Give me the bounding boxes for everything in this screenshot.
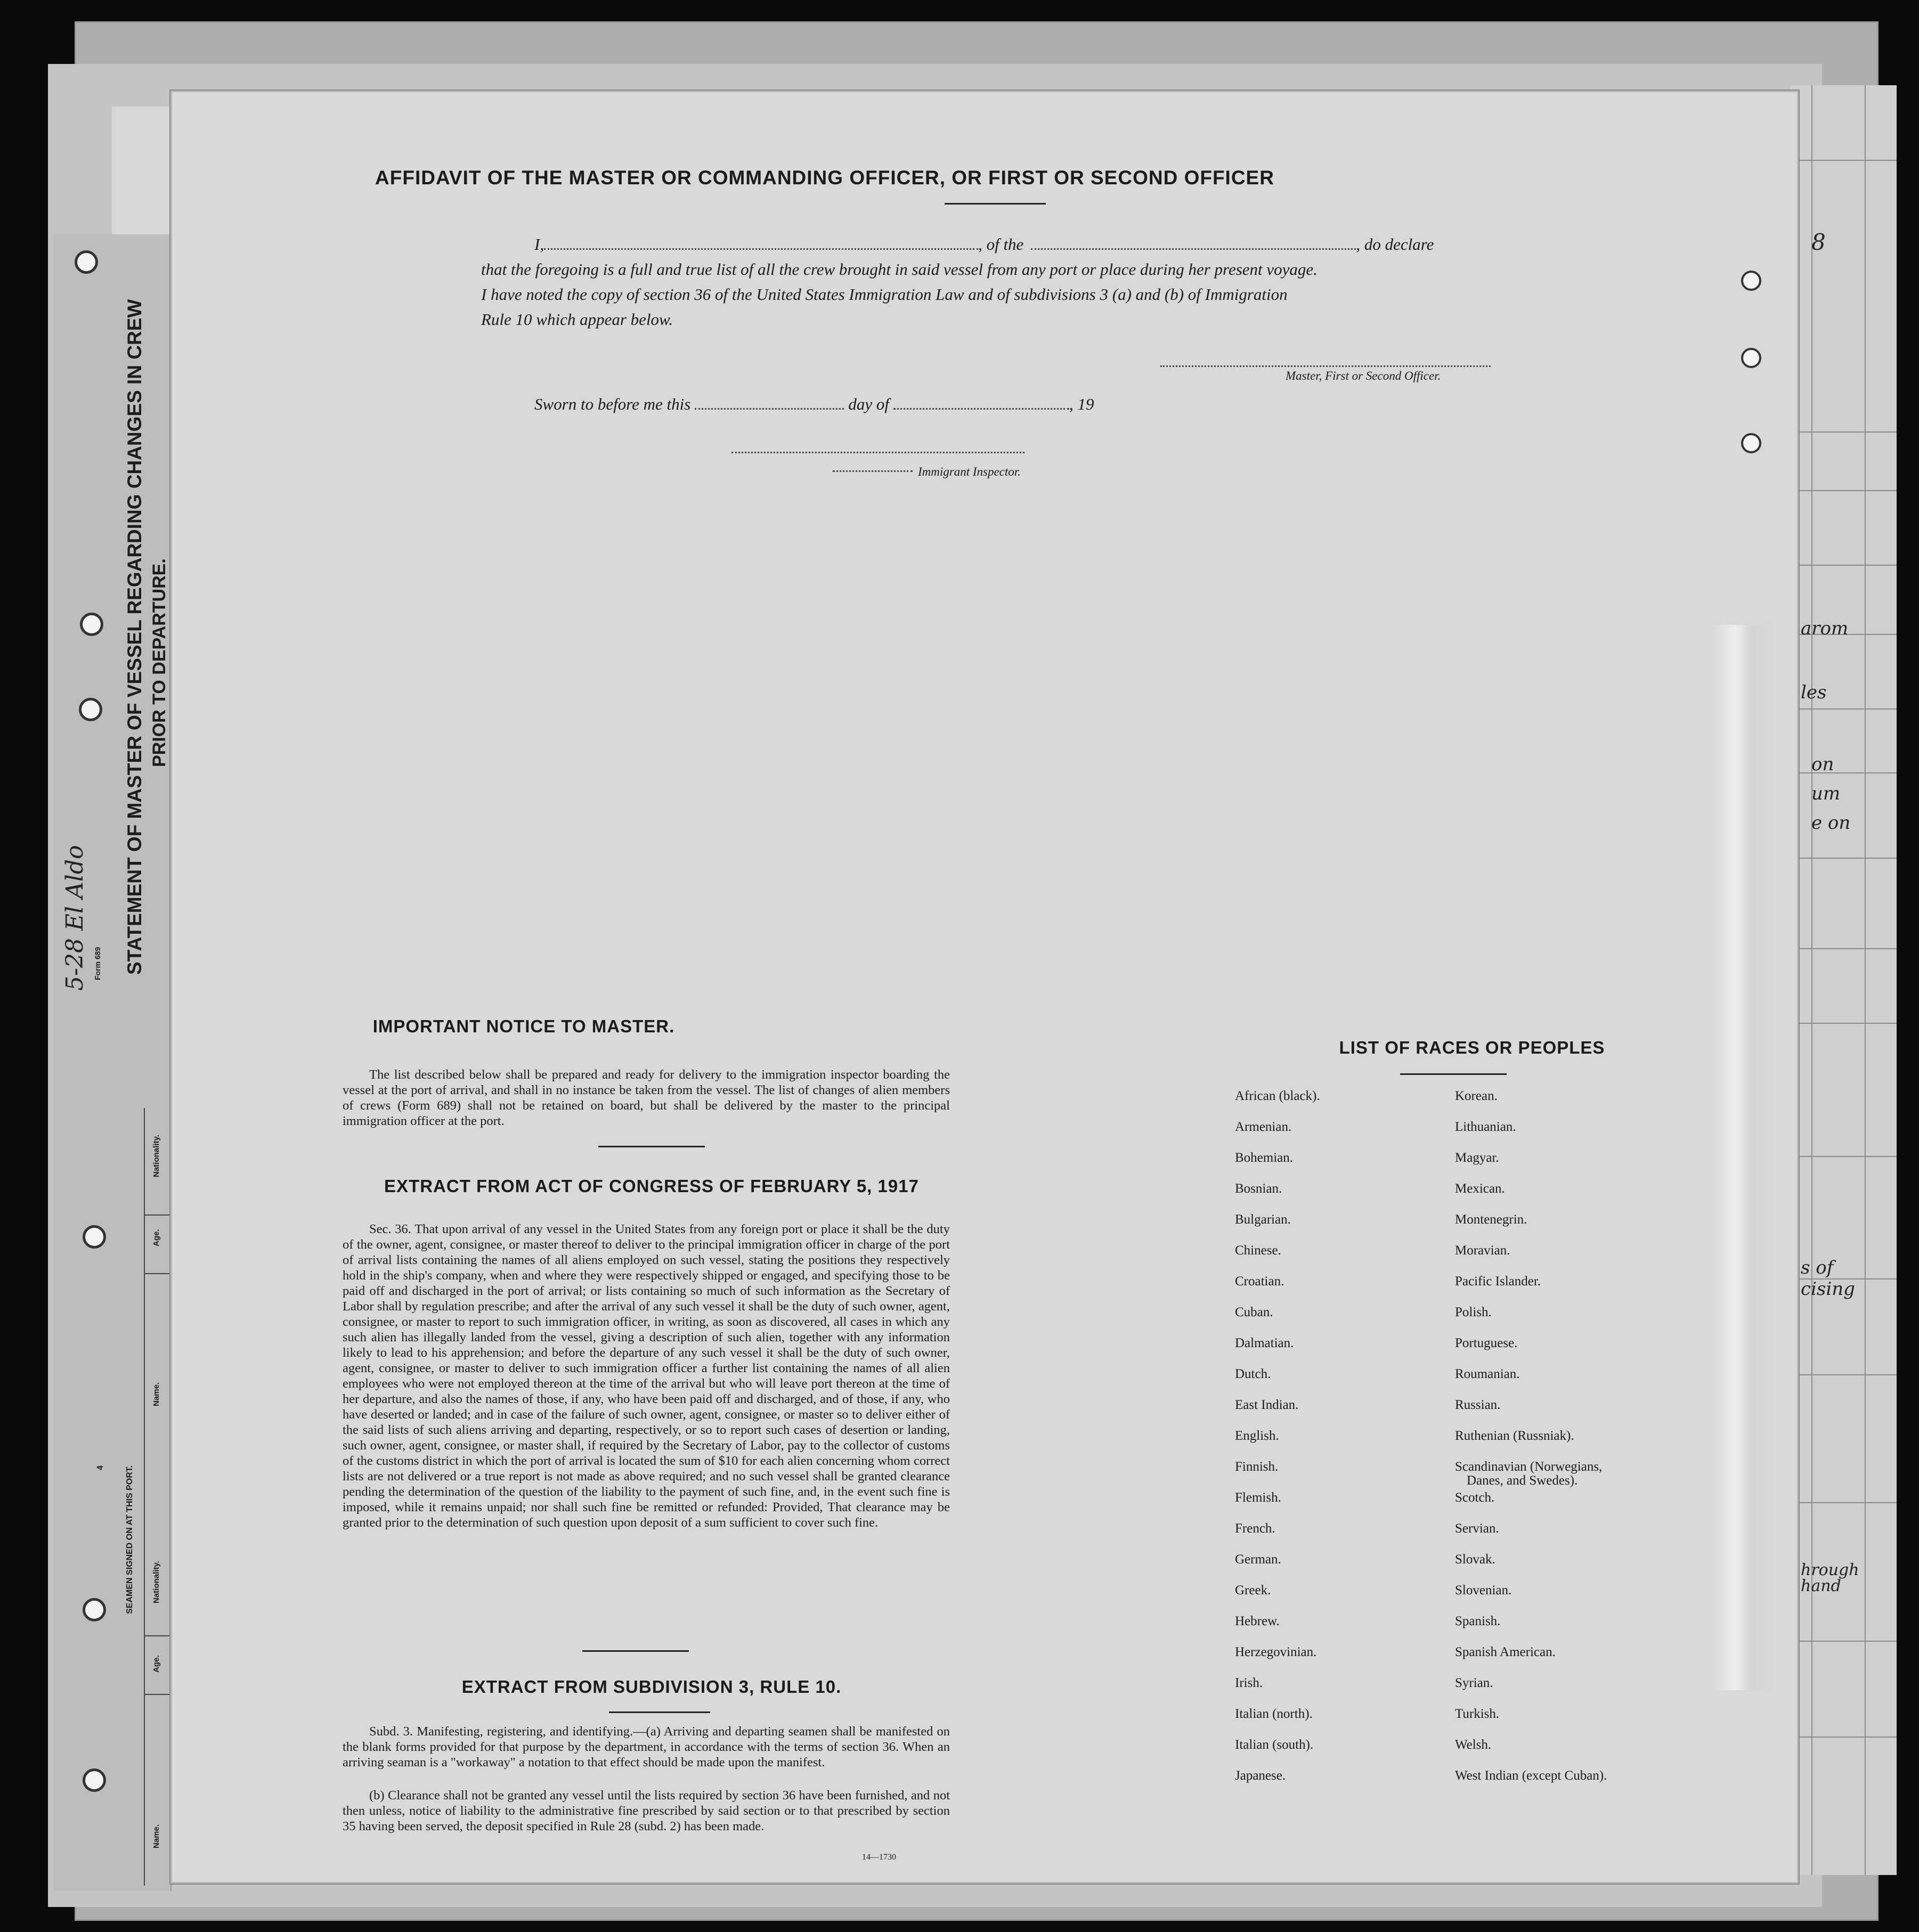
master-signature-label: Master, First or Second Officer. [1286, 369, 1441, 382]
fragment-8: 8 [1811, 229, 1826, 255]
strip-form-number: Form 689 [93, 947, 102, 980]
declaration-i: I, [534, 235, 544, 254]
race-entry: Ruthenian (Russniak). [1455, 1429, 1574, 1443]
punch-hole [79, 698, 102, 721]
inspector-signature-label: Immigrant Inspector. [918, 465, 1021, 478]
fragment-hand: hand [1801, 1577, 1841, 1595]
column-nationality-2: Nationality. [152, 1561, 161, 1603]
declaration-of-the: , of the [978, 235, 1024, 254]
races-title: LIST OF RACES OR PEOPLES [1339, 1038, 1605, 1057]
print-code: 14—1730 [862, 1853, 896, 1862]
race-entry: African (black). [1235, 1089, 1320, 1103]
race-entry: East Indian. [1235, 1398, 1299, 1412]
races-left-column [1235, 1088, 1320, 1799]
race-entry: Greek. [1235, 1583, 1271, 1597]
rule-para-a: Subd. 3. Manifesting, registering, and identifying.—(a) Arriving and departing seamen shall be manifested on the blank forms provided for that purpose by the department, in accordance with the terms of section 36. When an arriving seaman is a "workaway" a notation to that effect should be made upon the manifest. [343, 1724, 950, 1770]
race-entry: Slovak. [1455, 1552, 1495, 1567]
declarant-name-field[interactable] [544, 248, 978, 250]
seamen-section-title: SEAMEN SIGNED ON AT THIS PORT. [125, 1465, 134, 1614]
race-entry: Bulgarian. [1235, 1212, 1291, 1227]
race-entry: Japanese. [1235, 1768, 1286, 1783]
declaration-do-declare: , do declare [1356, 235, 1434, 254]
race-entry: Pacific Islander. [1455, 1274, 1541, 1289]
declaration-line-2: that the foregoing is a full and true list of all the crew brought in said vessel from any port or place during her present voyage. [481, 260, 1318, 279]
column-name-2: Name. [152, 1824, 161, 1848]
punch-hole [1741, 348, 1761, 368]
fragment-hrough: hrough [1801, 1561, 1859, 1579]
sworn-month-field[interactable] [893, 408, 1069, 410]
sworn-line [534, 392, 1094, 417]
strip-rule [144, 1108, 145, 1886]
act-title: EXTRACT FROM ACT OF CONGRESS OF FEBRUARY 5, 1917 [384, 1176, 919, 1196]
race-entry: Lithuanian. [1455, 1120, 1516, 1134]
race-entry: Roumanian. [1455, 1367, 1520, 1381]
column-nationality-1: Nationality. [152, 1135, 161, 1177]
divider [598, 1146, 705, 1147]
right-edge-sheet [1790, 85, 1897, 1875]
race-entry: Magyar. [1455, 1151, 1499, 1165]
race-entry: Cuban. [1235, 1305, 1273, 1319]
race-entry: Croatian. [1235, 1274, 1284, 1289]
inspector-dots [833, 470, 913, 472]
declaration-line-4: Rule 10 which appear below. [481, 310, 673, 329]
title-underline [609, 1711, 710, 1713]
race-entry: West Indian (except Cuban). [1455, 1768, 1607, 1783]
punch-hole [83, 1225, 106, 1249]
fragment-on: on [1811, 754, 1834, 775]
race-entry: Dalmatian. [1235, 1336, 1294, 1350]
fragment-arom: arom [1801, 618, 1849, 639]
title-underline [1400, 1073, 1507, 1075]
punch-hole [1741, 271, 1761, 291]
race-entry: Spanish American. [1455, 1645, 1556, 1659]
race-entry: Irish. [1235, 1676, 1263, 1690]
left-strip [53, 234, 172, 1891]
title-underline [945, 203, 1046, 205]
race-entry: Bohemian. [1235, 1151, 1294, 1165]
race-entry: Slovenian. [1455, 1583, 1512, 1597]
sworn-year: , 19 [1069, 395, 1094, 413]
master-signature-line[interactable] [1160, 365, 1491, 367]
race-entry: Welsh. [1455, 1738, 1492, 1752]
race-entry: Dutch. [1235, 1367, 1271, 1381]
race-entry: Russian. [1455, 1398, 1501, 1412]
paper-crease [1712, 625, 1770, 1690]
fragment-cising: cising [1801, 1278, 1855, 1300]
races-right-column [1455, 1088, 1607, 1799]
column-name-1: Name. [152, 1382, 161, 1406]
notice-text: The list described below shall be prepared and ready for delivery to the immigration inspector boarding the vessel at the port of arrival, and shall in no instance be taken from the vessel. The list of changes of alien members of crews (Form 689) shall not be retained on board, but shall be delivered by the master to the principal immigration officer at the port. [343, 1067, 950, 1128]
race-entry: Scotch. [1455, 1490, 1495, 1505]
strip-title-line2: PRIOR TO DEPARTURE. [149, 558, 169, 767]
race-entry: Hebrew. [1235, 1614, 1280, 1628]
race-entry: Finnish. [1235, 1460, 1279, 1474]
declaration-line-1 [534, 232, 1434, 257]
race-entry: Chinese. [1235, 1243, 1281, 1258]
punch-hole [83, 1598, 106, 1621]
affidavit-sheet [170, 91, 1799, 1884]
strip-rule [144, 1635, 170, 1636]
sworn-day-of: day of [848, 395, 889, 413]
handwritten-vessel-note: 5-28 El Aldo [61, 845, 88, 991]
race-entry: Moravian. [1455, 1243, 1510, 1258]
strip-rule [144, 1214, 170, 1216]
race-entry: Turkish. [1455, 1707, 1500, 1721]
vessel-name-field[interactable] [1031, 248, 1356, 250]
sworn-text: Sworn to before me this [534, 395, 691, 413]
punch-hole [1741, 433, 1761, 453]
strip-rule [144, 1694, 170, 1695]
race-entry: Polish. [1455, 1305, 1492, 1319]
race-entry: Herzegovinian. [1235, 1645, 1317, 1659]
race-entry: French. [1235, 1521, 1275, 1536]
punch-hole [75, 250, 98, 274]
rule-title: EXTRACT FROM SUBDIVISION 3, RULE 10. [461, 1677, 842, 1697]
strip-rule [144, 1273, 170, 1274]
race-entry: Mexican. [1455, 1181, 1505, 1196]
race-entry-continued: Danes, and Swedes). [1467, 1473, 1578, 1488]
strip-title-line1: STATEMENT OF MASTER OF VESSEL REGARDING CHANGES IN CREW [124, 299, 145, 975]
race-entry: English. [1235, 1429, 1279, 1443]
affidavit-title: AFFIDAVIT OF THE MASTER OR COMMANDING OFFICER, OR FIRST OR SECOND OFFICER [375, 167, 1274, 189]
race-entry: German. [1235, 1552, 1281, 1567]
notice-title: IMPORTANT NOTICE TO MASTER. [372, 1016, 675, 1036]
race-entry: Servian. [1455, 1521, 1499, 1536]
sworn-day-field[interactable] [695, 408, 844, 410]
fragment-e-on: e on [1811, 812, 1851, 834]
race-entry: Italian (south). [1235, 1738, 1314, 1752]
divider [582, 1650, 689, 1652]
act-text: Sec. 36. That upon arrival of any vessel in the United States from any foreign port or place it shall be the duty of the owner, agent, consignee, or master thereof to deliver to the principal immigration officer in charge of the port of arrival lists containing the names of all aliens employed on such vessel, stating the positions they respectively hold in the ship's company, when and where they were respectively shipped or engaged, and specifying those to be paid off and discharged in the port of arrival; or lists containing so much of such information as the Secretary of Labor shall by regulation prescribe; and after the arrival of any such vessel it shall be the duty of such owner, agent, consignee, or master to report to such immigration officer, in writing, as soon as discovered, all cases in which any such alien has illegally landed from the vessel, giving a description of such alien, together with any information likely to lead to his apprehension; and before the departure of any such vessel it shall be the duty of such owner, agent, consignee, or master to deliver to such immigration officer a further list containing the names of all alien employees who were not employed thereon at the time of the arrival but who will leave port thereon at the time of her departure, and also the names of those, if any, who have been paid off and discharged, and of those, if any, who have deserted or landed; and in case of the failure of such owner, agent, consignee, or master so to deliver either of the said lists of such aliens arriving and departing, respectively, or so to report such cases of desertion or landing, such owner, agent, consignee, or master shall, if required by the Secretary of Labor, pay to the collector of customs of the customs district in which the port of arrival is located the sum of $10 for each alien concerning whom correct lists are not delivered or a true report is not made as above required; and no such vessel shall be granted clearance pending the determination of the question of the liability to the payment of such fine, and, in the event such fine is imposed, while it remains unpaid; nor shall such fine be remitted or refunded: Provided, That clearance may be granted prior to the determination of such question upon deposit of a sum sufficient to cover such fine. [343, 1222, 950, 1530]
race-entry: Italian (north). [1235, 1707, 1313, 1721]
race-entry: Spanish. [1455, 1614, 1501, 1628]
punch-hole [83, 1768, 106, 1792]
race-entry: Montenegrin. [1455, 1212, 1527, 1227]
seamen-section-number: 4 [96, 1465, 105, 1470]
rule-para-b: (b) Clearance shall not be granted any vessel until the lists required by section 36 have been furnished, and not then unless, notice of liability to the administrative fine prescribed by said section or to that prescribed by section 35 having been served, the deposit specified in Rule 28 (subd. 2) has been made. [343, 1788, 950, 1833]
declaration-line-3: I have noted the copy of section 36 of the United States Immigration Law and of subdivisions 3 (a) and (b) of Immigration [481, 285, 1288, 304]
race-entry: Bosnian. [1235, 1181, 1282, 1196]
race-entry: Scandinavian (Norwegians, [1455, 1460, 1603, 1474]
inspector-signature-line[interactable] [731, 452, 1024, 453]
race-entry: Flemish. [1235, 1490, 1281, 1505]
race-entry: Korean. [1455, 1089, 1498, 1103]
column-age-1: Age. [152, 1229, 161, 1246]
race-entry: Portuguese. [1455, 1336, 1518, 1350]
fragment-les: les [1801, 682, 1827, 703]
fragment-um: um [1811, 783, 1841, 804]
race-entry: Armenian. [1235, 1120, 1292, 1134]
column-age-2: Age. [152, 1655, 161, 1673]
race-entry: Syrian. [1455, 1676, 1493, 1690]
punch-hole [80, 613, 103, 636]
fragment-s-of: s of [1801, 1257, 1834, 1278]
